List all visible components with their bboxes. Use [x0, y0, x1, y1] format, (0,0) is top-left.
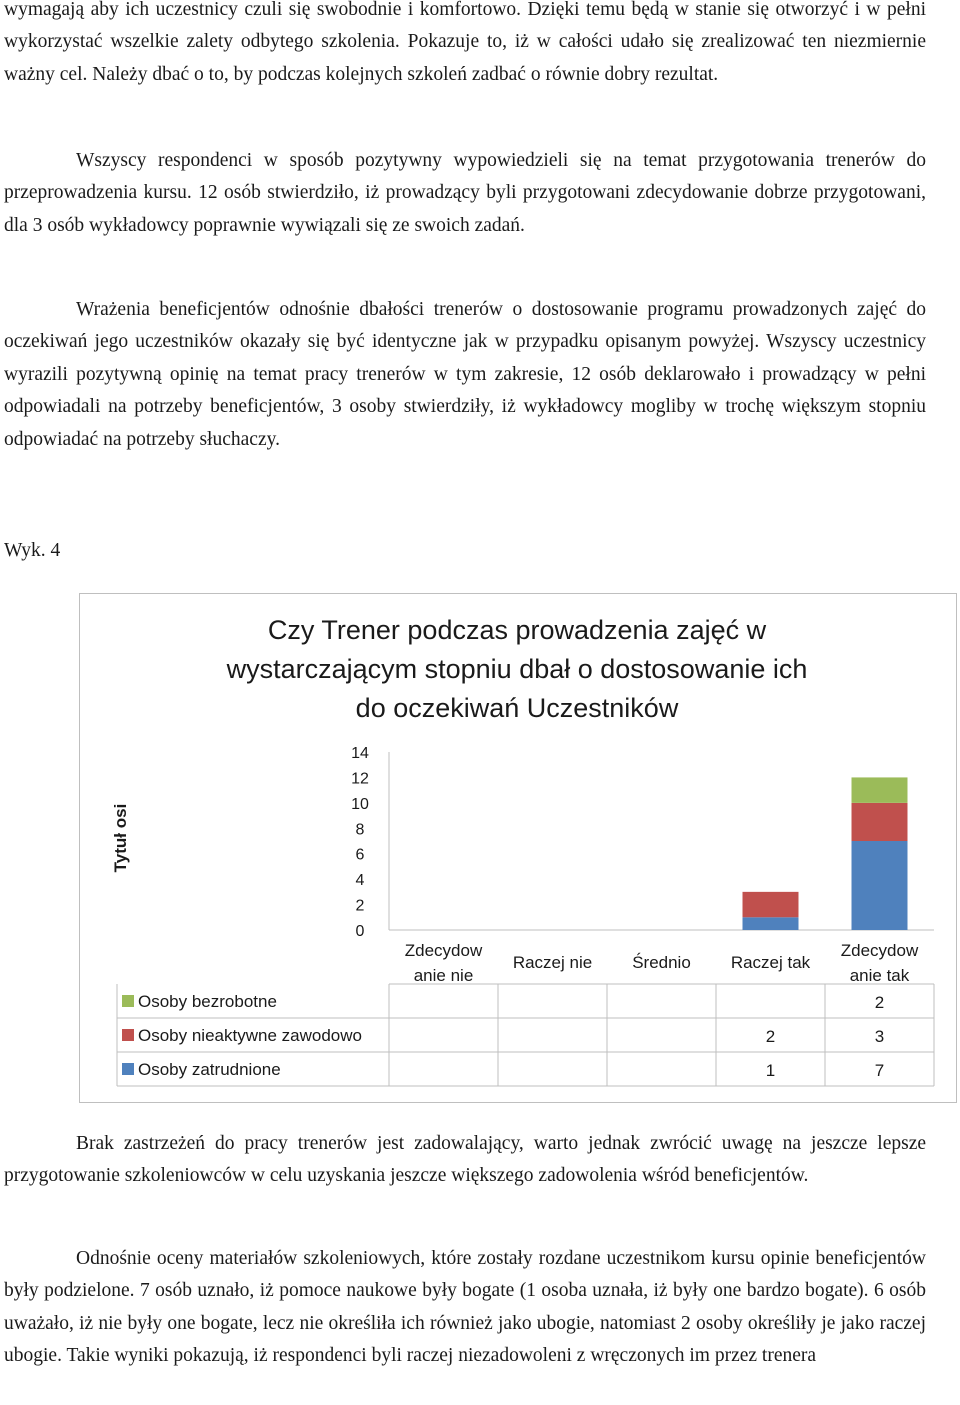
- paragraph-program-adjustment: Wrażenia beneficjentów odnośnie dbałości trenerów o dostosowanie programu prowadzonych zajęć do oczekiwań jego uczestników okazały się być identyczne jak w przypadku opisanym powyżej. Wszyscy uczestnicy wyrazili pozytywną opinię na temat pracy trenerów w tym zakresie, 12 osób deklarowało i prowadzący w pełni odpowiadali na potrzeby beneficjentów, 3 osoby stwierdziły, iż wykładowcy mogliby w trochę większym stopniu odpowiadać na potrzeby słuchaczy.: [4, 299, 926, 450]
- legend-series-name: Osoby zatrudnione: [138, 1060, 281, 1079]
- chart-title-line: do oczekiwań Uczestników: [355, 693, 679, 723]
- x-category-label: Średnio: [632, 953, 691, 972]
- y-tick-label: 10: [351, 795, 369, 813]
- paragraph-conclusion: Brak zastrzeżeń do pracy trenerów jest zadowalający, warto jednak zwrócić uwagę na jeszcze lepsze przygotowanie szkoleniowców w celu uzyskania jeszcze większego zadowolenia wśród beneficjentów.: [4, 1133, 926, 1187]
- stacked-bar-chart: [80, 594, 956, 1102]
- bar-segment: [852, 777, 908, 802]
- legend-series-name: Osoby bezrobotne: [138, 992, 277, 1011]
- y-tick-label: 6: [355, 846, 365, 864]
- x-category-label: Zdecydow: [840, 941, 919, 960]
- chart-frame: [79, 593, 957, 1103]
- table-value: 2: [765, 1027, 776, 1046]
- y-tick-label: 8: [355, 821, 365, 839]
- legend-series-name: Osoby nieaktywne zawodowo: [138, 1026, 362, 1045]
- bar-segment: [852, 803, 908, 841]
- bar-segment: [852, 841, 908, 930]
- chart-title-line: wystarczającym stopniu dbał o dostosowanie ich: [226, 654, 808, 684]
- table-value: 3: [874, 1027, 885, 1046]
- paragraph-intro: wymagają aby ich uczestnicy czuli się swobodnie i komfortowo. Dzięki temu będą w stanie się otworzyć i w pełni wykorzystać wszelkie zalety odbytego szkolenia. Pokazuje to, iż w całości udało się zrealizować ten niezmiernie ważny cel. Należy dbać o to, by podczas kolejnych szkoleń zadbać o równie dobry rezultat.: [4, 0, 926, 85]
- figure-label: Wyk. 4: [4, 540, 61, 561]
- y-axis-title: Tytuł osi: [111, 803, 130, 873]
- table-value: 7: [874, 1061, 885, 1080]
- table-value: 2: [874, 993, 885, 1012]
- y-tick-label: 4: [355, 872, 365, 890]
- x-category-label: Raczej nie: [512, 953, 593, 972]
- y-tick-label: 14: [351, 745, 369, 762]
- y-tick-label: 2: [355, 897, 365, 915]
- paragraph-materials: Odnośnie oceny materiałów szkoleniowych, które zostały rozdane uczestnikom kursu opinie beneficjentów były podzielone. 7 osób uznało, iż pomoce naukowe były bogate (1 osoba uznała, iż były one bardzo bogate). 6 osób uważało, iż nie były one bogate, lecz nie określiła ich również jako ubogie, natomiast 2 osoby określiły je jako raczej ubogie. Takie wyniki pokazują, iż respondenci byli raczej niezadowoleni z wręczonych im przez trenera: [4, 1248, 926, 1367]
- x-category-label: anie tak: [849, 966, 910, 985]
- legend-key: [122, 1029, 134, 1041]
- table-value: 1: [765, 1061, 776, 1080]
- x-category-label: anie nie: [413, 966, 474, 985]
- x-category-label: Zdecydow: [404, 941, 483, 960]
- y-tick-label: 12: [351, 770, 369, 788]
- paragraph-trainer-preparation: Wszyscy respondenci w sposób pozytywny wypowiedzieli się na temat przygotowania trenerów do przeprowadzenia kursu. 12 osób stwierdziło, iż prowadzący byli przygotowani zdecydowanie dobrze przygotowani, dla 3 osób wykładowcy poprawnie wywiązali się ze swoich zadań.: [4, 150, 926, 236]
- legend-key: [122, 1063, 134, 1075]
- bar-segment: [743, 917, 799, 930]
- y-tick-label: 0: [355, 923, 365, 940]
- bar-segment: [743, 892, 799, 917]
- legend-key: [122, 995, 134, 1007]
- x-category-label: Raczej tak: [730, 953, 811, 972]
- chart-title-line: Czy Trener podczas prowadzenia zajęć w: [267, 615, 767, 645]
